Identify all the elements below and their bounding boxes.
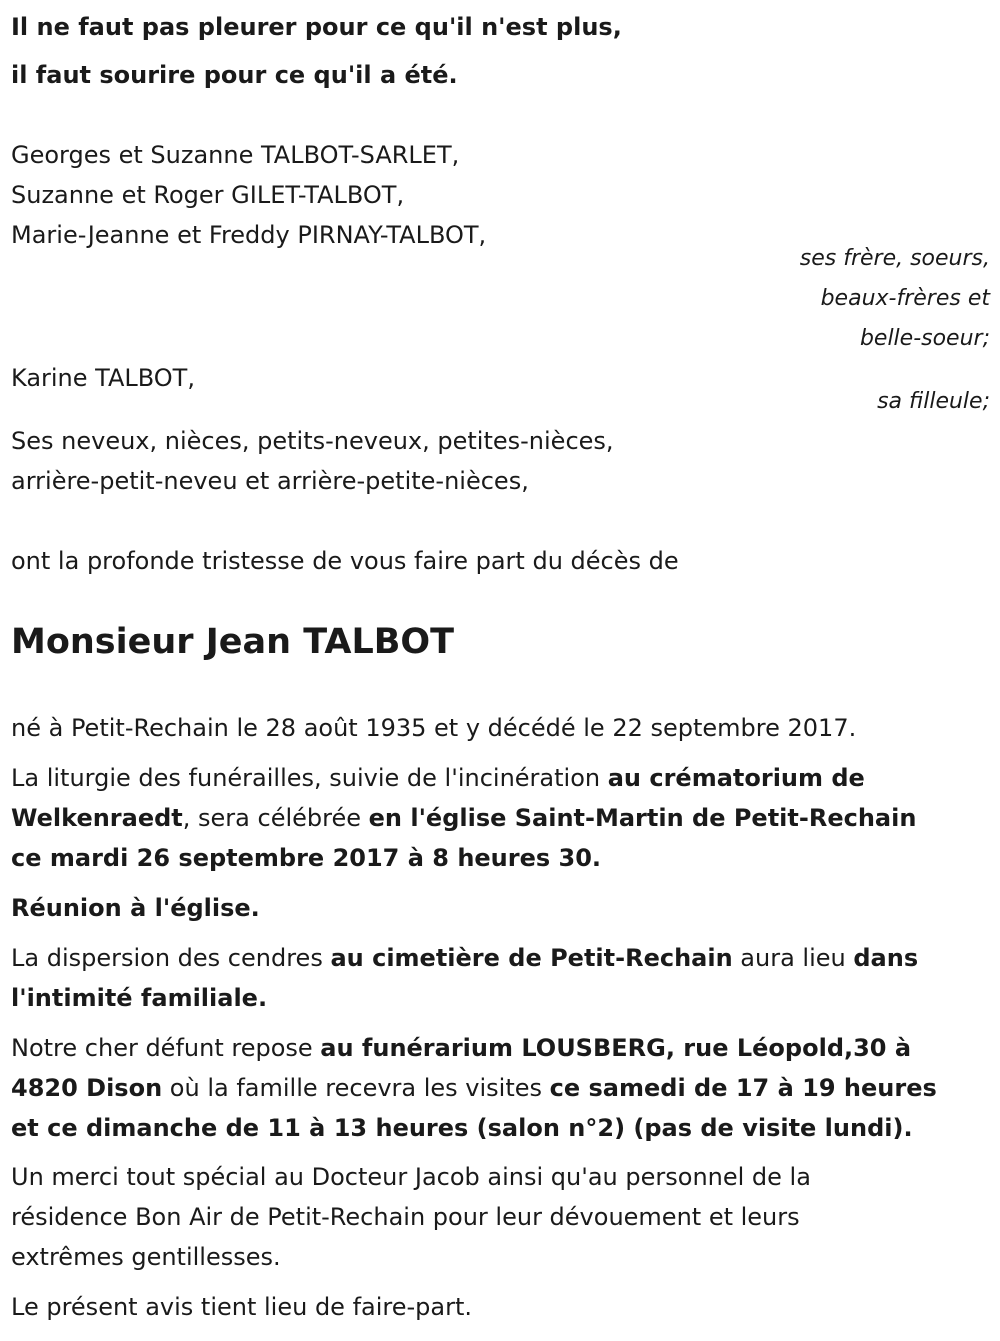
goddaughter-role: sa filleule; bbox=[877, 389, 990, 414]
thanks-line-2: résidence Bon Air de Petit-Rechain pour leur dévouement et leurs bbox=[11, 1203, 800, 1231]
thanks-line-3: extrêmes gentillesses. bbox=[11, 1243, 281, 1271]
relatives-line-1: Ses neveux, nièces, petits-neveux, petites-nièces, bbox=[11, 427, 614, 455]
quote-line-1: Il ne faut pas pleurer pour ce qu'il n'est plus, bbox=[11, 13, 622, 41]
rest-sunday: et ce dimanche de 11 à 13 heures (salon n°2) (pas de visite lundi). bbox=[11, 1114, 913, 1142]
dispersion-dans: dans bbox=[853, 944, 919, 972]
birth-death: né à Petit-Rechain le 28 août 1935 et y décédé le 22 septembre 2017. bbox=[11, 714, 857, 742]
rest-text-2: où la famille recevra les visites bbox=[162, 1074, 550, 1102]
notice: Le présent avis tient lieu de faire-part. bbox=[11, 1293, 473, 1321]
goddaughter: Karine TALBOT, bbox=[11, 364, 195, 392]
rest-funeral-home: au funérarium LOUSBERG, rue Léopold,30 à bbox=[320, 1034, 912, 1062]
relatives-line-2: arrière-petit-neveu et arrière-petite-nièces, bbox=[11, 467, 529, 495]
dispersion-line-1 bbox=[11, 938, 918, 978]
sibling-1: Georges et Suzanne TALBOT-SARLET, bbox=[11, 141, 460, 169]
rest-line-2 bbox=[11, 1068, 937, 1108]
liturgy-date: ce mardi 26 septembre 2017 à 8 heures 30. bbox=[11, 844, 602, 872]
siblings-role-1: ses frère, soeurs, bbox=[799, 246, 990, 271]
liturgy-line-2 bbox=[11, 798, 916, 838]
quote-line-2: il faut sourire pour ce qu'il a été. bbox=[11, 61, 458, 89]
rest-text-1: Notre cher défunt repose bbox=[11, 1034, 321, 1062]
sibling-2: Suzanne et Roger GILET-TALBOT, bbox=[11, 181, 405, 209]
dispersion-intimacy: l'intimité familiale. bbox=[11, 984, 268, 1012]
liturgy-line-1 bbox=[11, 758, 865, 798]
dispersion-cemetery: au cimetière de Petit-Rechain bbox=[330, 944, 733, 972]
sibling-3: Marie-Jeanne et Freddy PIRNAY-TALBOT, bbox=[11, 221, 487, 249]
liturgy-crematorium: au crématorium de bbox=[607, 764, 865, 792]
meeting: Réunion à l'église. bbox=[11, 894, 260, 922]
siblings-role-3: belle-soeur; bbox=[859, 326, 990, 351]
announcement: ont la profonde tristesse de vous faire part du décès de bbox=[11, 547, 679, 575]
deceased-name: Monsieur Jean TALBOT bbox=[11, 622, 455, 662]
dispersion-text-2: aura lieu bbox=[732, 944, 854, 972]
rest-saturday: ce samedi de 17 à 19 heures bbox=[549, 1074, 937, 1102]
rest-line-1 bbox=[11, 1028, 911, 1068]
siblings-role-2: beaux-frères et bbox=[820, 286, 990, 311]
liturgy-town: Welkenraedt bbox=[11, 804, 183, 832]
thanks-line-1: Un merci tout spécial au Docteur Jacob ainsi qu'au personnel de la bbox=[11, 1163, 811, 1191]
liturgy-text-2: , sera célébrée bbox=[182, 804, 369, 832]
liturgy-text-1: La liturgie des funérailles, suivie de l'incinération bbox=[11, 764, 608, 792]
rest-city: 4820 Dison bbox=[11, 1074, 163, 1102]
liturgy-church: en l'église Saint-Martin de Petit-Rechain bbox=[368, 804, 917, 832]
dispersion-text-1: La dispersion des cendres bbox=[11, 944, 331, 972]
